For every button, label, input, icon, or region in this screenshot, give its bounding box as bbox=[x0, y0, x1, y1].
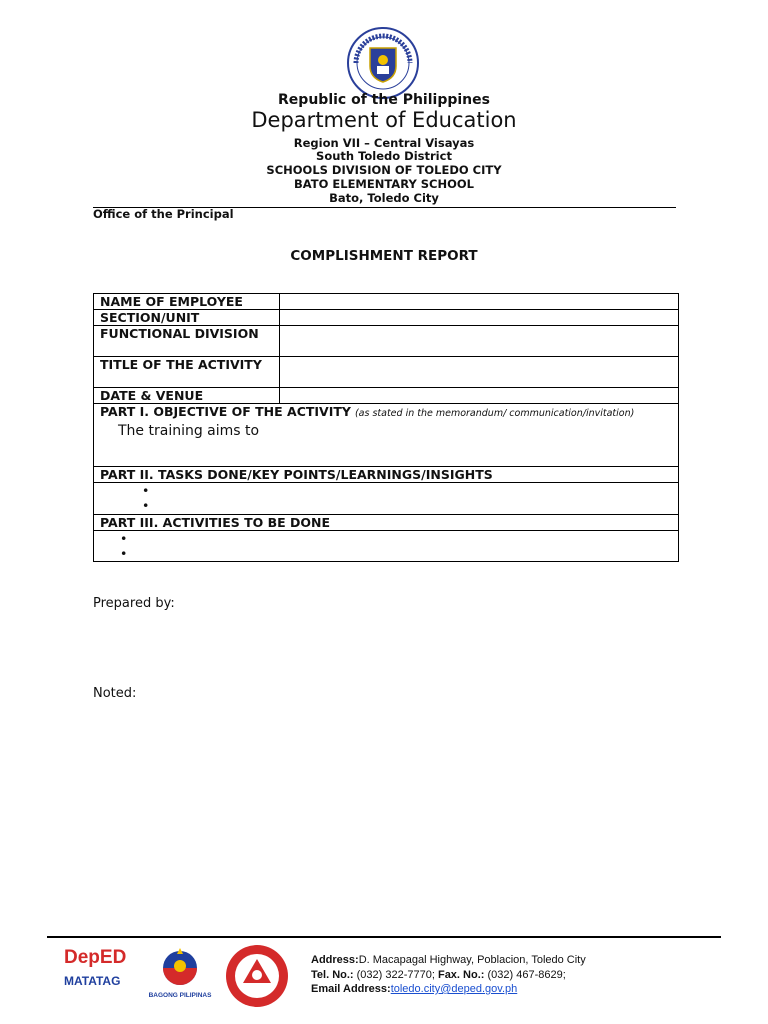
address-value: D. Macapagal Highway, Poblacion, Toledo City bbox=[358, 954, 586, 966]
form-row-date bbox=[94, 388, 679, 404]
part2-heading-row bbox=[94, 467, 679, 483]
republic-heading: Republic of the Philippines bbox=[278, 92, 490, 108]
part3-heading: PART III. ACTIVITIES TO BE DONE bbox=[94, 515, 679, 531]
deped-matatag-logo bbox=[64, 948, 134, 1000]
form-row-name bbox=[94, 294, 679, 310]
bagong-pilipinas-text: BAGONG PILIPINAS bbox=[148, 992, 212, 999]
department-heading: Department of Education bbox=[251, 108, 517, 132]
list-item: • bbox=[120, 531, 128, 546]
deped-logo-text: DepED bbox=[64, 947, 127, 968]
form-row-activity bbox=[94, 357, 679, 388]
part1-heading: PART I. OBJECTIVE OF THE ACTIVITY bbox=[100, 404, 351, 419]
location-text: Bato, Toledo City bbox=[329, 191, 439, 205]
office-label: Office of the Principal bbox=[93, 207, 234, 221]
list-item: • bbox=[142, 498, 150, 513]
activity-title-field[interactable] bbox=[280, 357, 679, 388]
email-line bbox=[311, 982, 586, 997]
part3-heading-row bbox=[94, 515, 679, 531]
email-label: Email Address: bbox=[311, 983, 391, 995]
report-title: COMPLISHMENT REPORT bbox=[290, 248, 478, 264]
part2-heading: PART II. TASKS DONE/KEY POINTS/LEARNINGS/INSIGHTS bbox=[94, 467, 679, 483]
part1-body: The training aims to bbox=[118, 423, 260, 439]
activity-title-label: TITLE OF THE ACTIVITY bbox=[94, 357, 280, 388]
functional-division-label: FUNCTIONAL DIVISION bbox=[94, 326, 280, 357]
list-item: • bbox=[120, 546, 128, 561]
date-venue-label: DATE & VENUE bbox=[94, 388, 280, 404]
phone-line bbox=[311, 968, 586, 983]
report-form-table bbox=[93, 293, 679, 562]
email-link[interactable]: toledo.city@deped.gov.ph bbox=[390, 983, 518, 995]
noted-label: Noted: bbox=[93, 686, 137, 701]
address-label: Address: bbox=[311, 954, 359, 966]
deped-seal-logo bbox=[346, 26, 420, 100]
division-text: SCHOOLS DIVISION OF TOLEDO CITY bbox=[266, 163, 502, 177]
part2-bullets[interactable] bbox=[94, 483, 679, 515]
section-field[interactable] bbox=[280, 310, 679, 326]
tel-value: (032) 322-7770; bbox=[353, 968, 438, 981]
bagong-pilipinas-logo bbox=[147, 948, 213, 998]
tel-label: Tel. No.: bbox=[311, 968, 354, 981]
part3-bullets[interactable] bbox=[94, 531, 679, 562]
date-venue-field[interactable] bbox=[280, 388, 679, 404]
district-text: South Toledo District bbox=[316, 149, 452, 163]
school-text: BATO ELEMENTARY SCHOOL bbox=[294, 177, 474, 191]
part1-row bbox=[94, 404, 679, 467]
address-line bbox=[311, 953, 586, 968]
form-row-division bbox=[94, 326, 679, 357]
fax-label: Fax. No.: bbox=[437, 968, 485, 981]
part3-body-row bbox=[94, 531, 679, 562]
name-label: NAME OF EMPLOYEE bbox=[94, 294, 280, 310]
footer-divider bbox=[47, 936, 721, 938]
section-label: SECTION/UNIT bbox=[94, 310, 280, 326]
division-seal-logo bbox=[224, 943, 290, 1009]
part2-body-row bbox=[94, 483, 679, 515]
list-item: • bbox=[142, 483, 150, 498]
region-text: Region VII – Central Visayas bbox=[293, 136, 475, 150]
prepared-by-label: Prepared by: bbox=[93, 596, 175, 611]
name-field[interactable] bbox=[280, 294, 679, 310]
part1-note: (as stated in the memorandum/ communication/invitation) bbox=[354, 408, 635, 419]
fax-value: (032) 467-8629; bbox=[484, 968, 566, 981]
part1-cell[interactable] bbox=[94, 404, 679, 467]
form-row-section bbox=[94, 310, 679, 326]
matatag-logo-text: MATATAG bbox=[64, 974, 121, 988]
footer-contact-block bbox=[311, 953, 586, 997]
functional-division-field[interactable] bbox=[280, 326, 679, 357]
